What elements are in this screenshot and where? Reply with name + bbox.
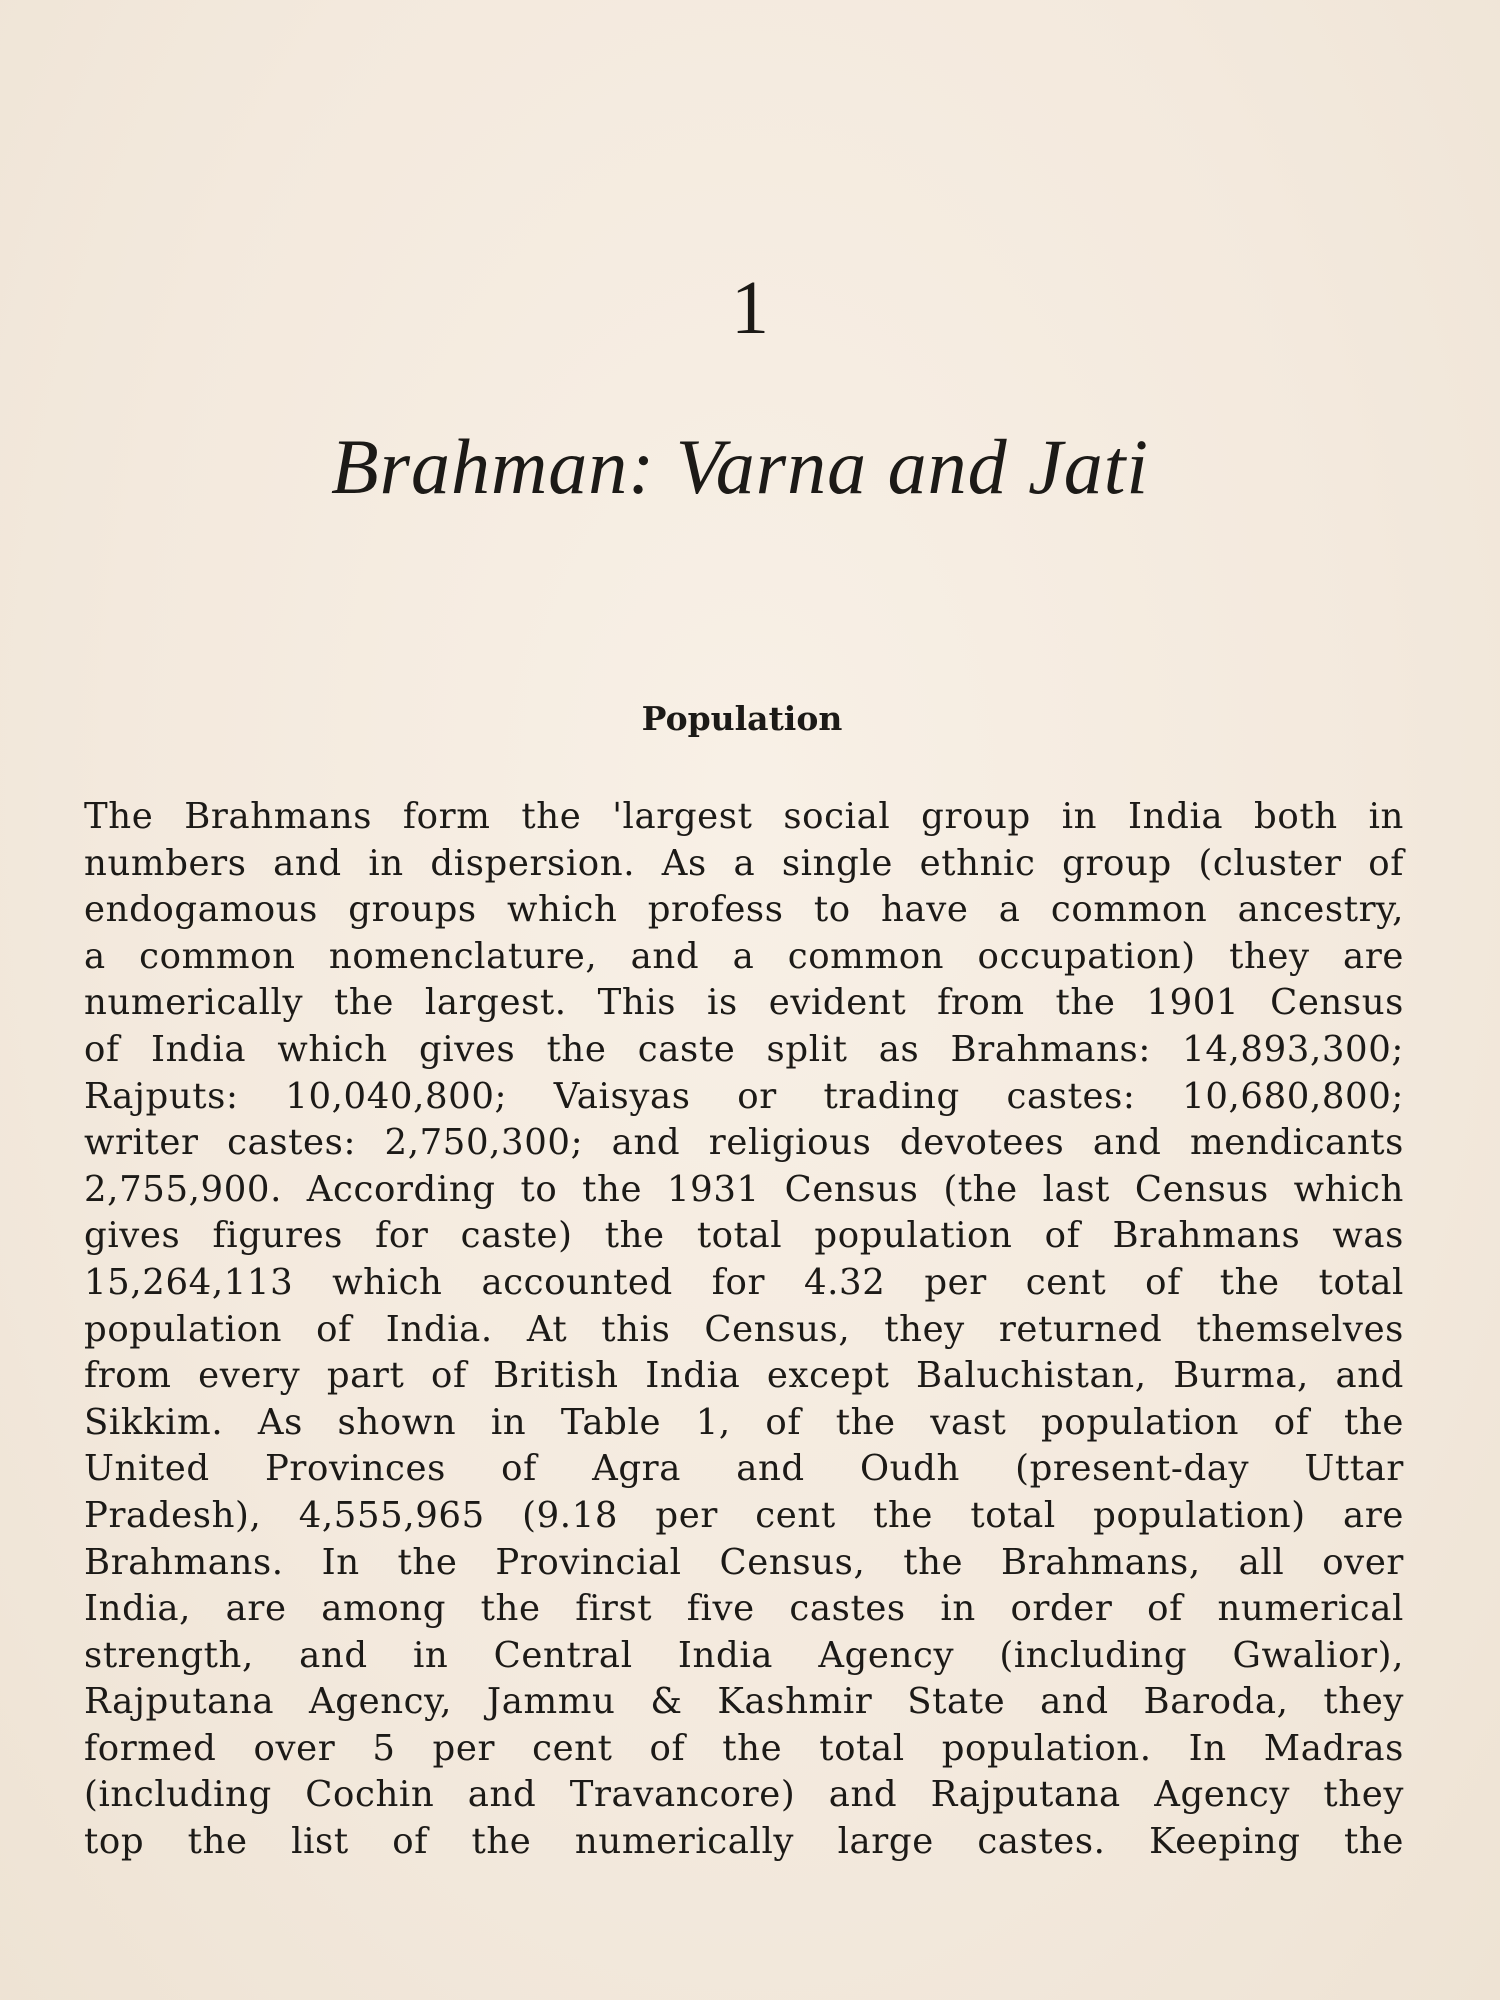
paragraph-line: a common nomenclature, and a common occupation) they are	[84, 935, 1404, 977]
paragraph-line: from every part of British India except Baluchistan, Burma, and	[84, 1355, 1404, 1397]
paragraph-line: 2,755,900. According to the 1931 Census (the last Census which	[84, 1168, 1404, 1210]
chapter-title: Brahman: Varna and Jati	[330, 423, 1150, 510]
paragraph-line: Rajputana Agency, Jammu & Kashmir State and Baroda, they	[84, 1681, 1404, 1723]
paragraph-line: strength, and in Central India Agency (including Gwalior),	[84, 1634, 1404, 1676]
paragraph-line: 15,264,113 which accounted for 4.32 per cent of the total	[84, 1261, 1404, 1303]
paragraph-line: Rajputs: 10,040,800; Vaisyas or trading castes: 10,680,800;	[84, 1075, 1404, 1117]
paragraph-line: of India which gives the caste split as Brahmans: 14,893,300;	[84, 1028, 1404, 1070]
paragraph-line: India, are among the first five castes in order of numerical	[84, 1588, 1404, 1630]
paragraph-line: Brahmans. In the Provincial Census, the Brahmans, all over	[84, 1541, 1404, 1583]
paragraph-line: numbers and in dispersion. As a single ethnic group (cluster of	[84, 842, 1404, 884]
paragraph-line: (including Cochin and Travancore) and Rajputana Agency they	[84, 1774, 1404, 1816]
paragraph-line: top the list of the numerically large castes. Keeping the	[84, 1821, 1404, 1863]
paragraph-line: The Brahmans form the 'largest social group in India both in	[84, 796, 1404, 837]
chapter-number: 1	[731, 266, 769, 350]
paragraph-line: formed over 5 per cent of the total population. In Madras	[84, 1727, 1404, 1769]
paragraph-line: population of India. At this Census, they returned themselves	[84, 1308, 1404, 1350]
paragraph-line: numerically the largest. This is evident from the 1901 Census	[84, 982, 1404, 1024]
paragraph-line: Pradesh), 4,555,965 (9.18 per cent the total population) are	[84, 1494, 1404, 1536]
paragraph-line: endogamous groups which profess to have a common ancestry,	[84, 889, 1404, 931]
section-heading: Population	[641, 699, 843, 738]
paragraph-line: gives figures for caste) the total population of Brahmans was	[84, 1215, 1404, 1257]
paragraph-line: United Provinces of Agra and Oudh (present-day Uttar	[84, 1448, 1404, 1490]
paragraph-line: writer castes: 2,750,300; and religious devotees and mendicants	[84, 1122, 1404, 1164]
paragraph-line: Sikkim. As shown in Table 1, of the vast population of the	[84, 1401, 1404, 1443]
body-paragraph	[84, 794, 1404, 1866]
